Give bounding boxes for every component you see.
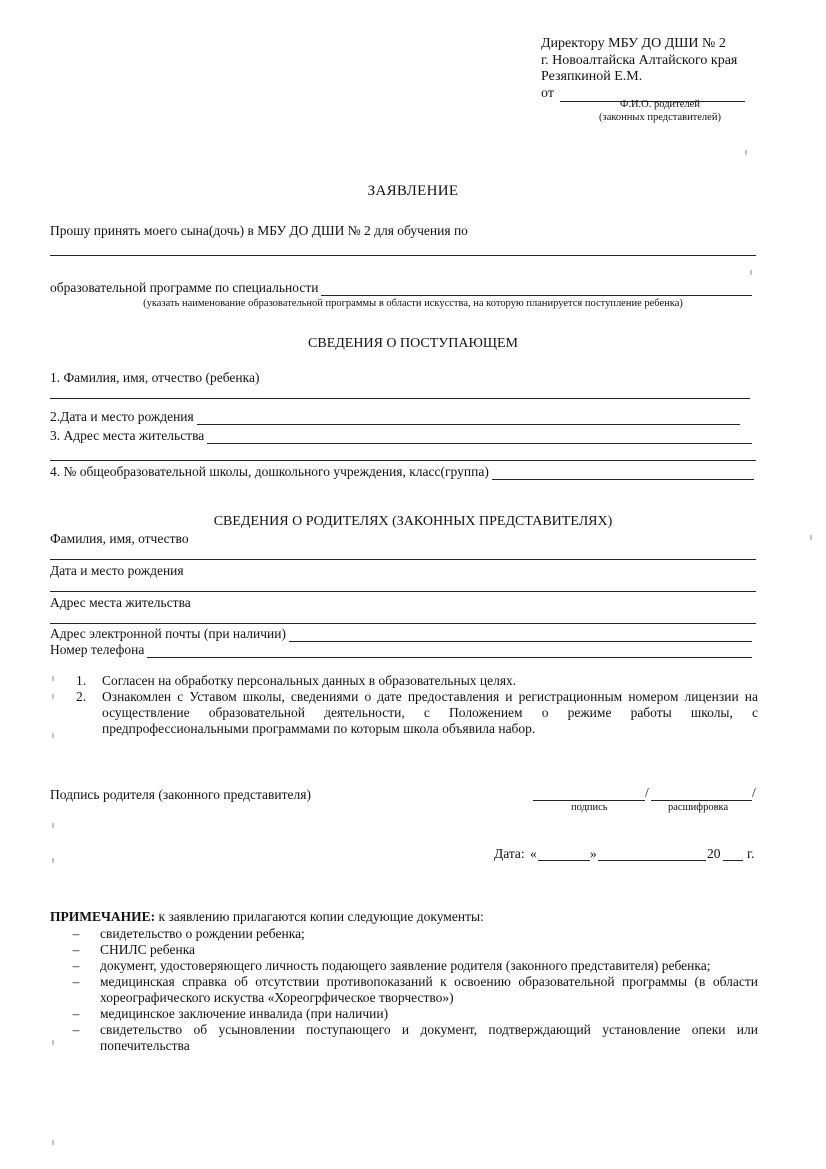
applicant-address-row <box>50 428 752 444</box>
signature-slash-1: / <box>645 785 649 800</box>
addressee-line-2: г. Новоалтайска Алтайского края <box>541 52 738 68</box>
consents-list <box>76 673 758 737</box>
signature-slash-2: / <box>752 785 756 800</box>
consent-number: 2. <box>76 689 87 704</box>
document-item <box>52 1006 758 1022</box>
applicant-address-label: 3. Адрес места жительства <box>50 428 205 443</box>
parent-address-label: Адрес места жительства <box>50 595 191 610</box>
applicant-school-field[interactable] <box>492 467 754 480</box>
parent-email-field[interactable] <box>289 629 752 642</box>
parent-email-row <box>50 626 752 642</box>
scan-speck <box>52 1040 54 1045</box>
scan-speck <box>52 823 54 828</box>
dash-bullet-icon: – <box>72 926 80 941</box>
document-item <box>52 926 758 942</box>
program-row <box>50 280 752 296</box>
parent-phone-label: Номер телефона <box>50 642 145 657</box>
parent-email-label: Адрес электронной почты (при наличии) <box>50 626 286 641</box>
parent-birth-label: Дата и место рождения <box>50 563 184 578</box>
note-heading: ПРИМЕЧАНИЕ: <box>50 909 156 924</box>
signature-caption: подпись <box>571 802 608 813</box>
scan-speck <box>52 1140 54 1145</box>
applicant-fio-label: 1. Фамилия, имя, отчество (ребенка) <box>50 370 260 385</box>
document-item <box>52 1022 758 1054</box>
scan-speck <box>750 270 752 275</box>
applicant-school-row <box>50 464 754 480</box>
parent-phone-row <box>50 642 752 658</box>
addressee-block <box>541 36 745 102</box>
applicant-address-field[interactable] <box>207 431 752 444</box>
document-text: свидетельство об усыновлении поступающего и документ, подтверждающий установление опеки или попечительства <box>100 1022 758 1053</box>
documents-list <box>52 926 758 1054</box>
applicant-birth-row <box>50 409 740 425</box>
date-close-quote: » <box>590 846 597 861</box>
consent-text: Согласен на обработку персональных данных в образовательных целях. <box>102 673 517 688</box>
date-year-suffix: г. <box>747 846 755 861</box>
scan-speck <box>810 535 812 540</box>
note-intro-text: к заявлению прилагаются копии следующие документы: <box>155 909 484 924</box>
from-caption-line-1: Ф.И.О. родителей <box>620 99 700 110</box>
dash-bullet-icon: – <box>72 1006 80 1021</box>
document-title: ЗАЯВЛЕНИЕ <box>367 183 459 199</box>
scan-speck <box>745 150 747 155</box>
parents-section-title: СВЕДЕНИЯ О РОДИТЕЛЯХ (ЗАКОННЫХ ПРЕДСТАВИТЕЛЯХ) <box>213 514 613 529</box>
document-text: свидетельство о рождении ребенка; <box>100 926 305 941</box>
request-text: Прошу принять моего сына(дочь) в МБУ ДО ДШИ № 2 для обучения по <box>50 223 468 238</box>
consent-number: 1. <box>76 673 87 688</box>
scan-speck <box>52 694 54 699</box>
document-item <box>52 942 758 958</box>
addressee-line-1: Директору МБУ ДО ДШИ № 2 <box>541 36 726 51</box>
from-caption-line-2: (законных представителей) <box>599 112 721 123</box>
applicant-birth-field[interactable] <box>197 412 740 425</box>
signature-field[interactable] <box>533 800 645 801</box>
program-label: образовательной программе по специальности <box>50 280 319 295</box>
request-program-line[interactable] <box>50 255 756 256</box>
date-year-prefix: 20 <box>707 846 721 861</box>
parent-birth-field[interactable] <box>50 591 756 592</box>
document-text: медицинское заключение инвалида (при наличии) <box>100 1006 389 1021</box>
applicant-address-field-2[interactable] <box>50 460 756 461</box>
dash-bullet-icon: – <box>72 942 80 957</box>
date-day-field[interactable] <box>538 860 590 861</box>
document-text: СНИЛС ребенка <box>100 942 196 957</box>
consent-text: Ознакомлен с Уставом школы, сведениями о дате предоставления и регистрационным номером лицензии на осуществление образовательной деятельности, с Положением о режиме работы школы, с предпрофессиональными программами по которым школа объявила набор. <box>102 689 758 736</box>
document-text: документ, удостоверяющего личность подающего заявление родителя (законного представителя) ребенка; <box>100 958 711 973</box>
decode-caption: расшифровка <box>668 802 729 813</box>
dash-bullet-icon: – <box>72 958 80 973</box>
date-year-field[interactable] <box>723 860 743 861</box>
signature-label: Подпись родителя (законного представителя) <box>50 787 311 802</box>
applicant-birth-label: 2.Дата и место рождения <box>50 409 194 424</box>
applicant-school-label: 4. № общеобразовательной школы, дошкольного учреждения, класс(группа) <box>50 464 489 479</box>
scan-speck <box>52 733 54 738</box>
parent-phone-field[interactable] <box>147 645 752 658</box>
note-intro <box>50 909 484 925</box>
signature-decode-field[interactable] <box>651 800 752 801</box>
scan-speck <box>52 858 54 863</box>
program-hint: (указать наименование образовательной программы в области искусства, на которую планируется поступление ребенка) <box>143 298 683 309</box>
applicant-section-title: СВЕДЕНИЯ О ПОСТУПАЮЩЕМ <box>308 336 518 351</box>
consent-item <box>76 689 758 737</box>
document-text: медицинская справка об отсутствии противопоказаний к освоению образовательной программы (в области хореографического искуства «Хореогрфическое творчество») <box>100 974 758 1005</box>
dash-bullet-icon: – <box>72 1022 80 1037</box>
scan-speck <box>52 676 54 681</box>
parent-address-field[interactable] <box>50 623 756 624</box>
dash-bullet-icon: – <box>72 974 80 989</box>
document-item <box>52 974 758 1006</box>
parent-fio-label: Фамилия, имя, отчество <box>50 531 189 546</box>
date-label: Дата: <box>494 846 525 861</box>
program-field[interactable] <box>321 283 752 296</box>
date-open-quote: « <box>530 846 537 861</box>
parent-fio-field[interactable] <box>50 559 756 560</box>
applicant-fio-field[interactable] <box>50 398 750 399</box>
from-field-caption <box>560 98 760 124</box>
document-item <box>52 958 758 974</box>
addressee-line-3: Резяпкиной Е.М. <box>541 69 643 84</box>
consent-item <box>76 673 758 689</box>
date-month-field[interactable] <box>598 860 706 861</box>
from-label: от <box>541 85 554 101</box>
